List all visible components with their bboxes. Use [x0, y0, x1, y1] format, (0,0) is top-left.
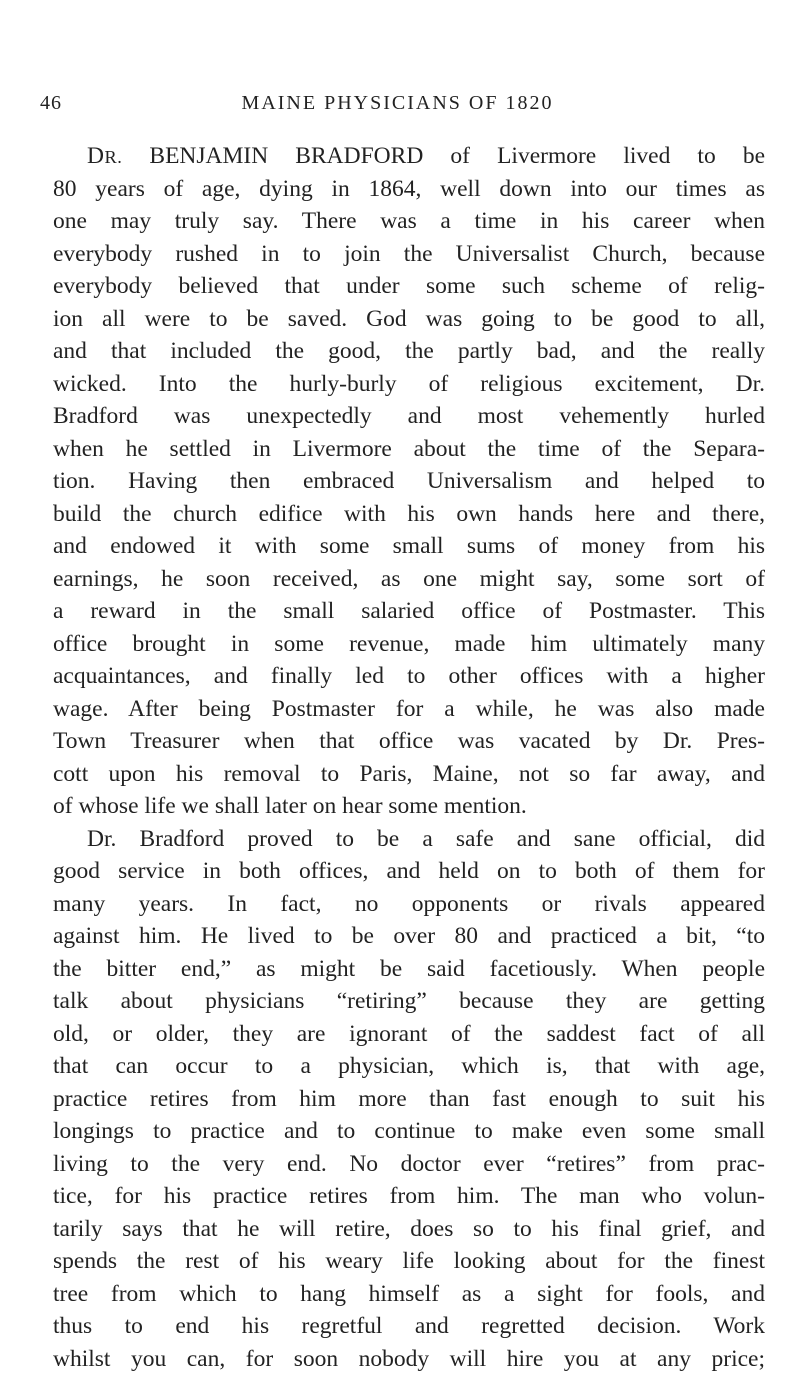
text-line: the bitter end,” as might be said facetiously. When people — [53, 953, 765, 986]
text-line: Dr. Bradford proved to be a safe and sane official, did — [53, 823, 765, 856]
page-number: 46 — [40, 92, 62, 115]
text-line: ion all were to be saved. God was going to be good to all, — [53, 303, 765, 336]
text-line: that can occur to a physician, which is, that with age, — [53, 1050, 765, 1083]
paragraph — [53, 823, 765, 1375]
text-line: cott upon his removal to Paris, Maine, not so far away, and — [53, 758, 765, 791]
text-line: living to the very end. No doctor ever “retires” from prac- — [53, 1148, 765, 1181]
text-line: talk about physicians “retiring” because they are getting — [53, 985, 765, 1018]
text-line: one may truly say. There was a time in his career when — [53, 205, 765, 238]
text-line: good service in both offices, and held on to both of them for — [53, 855, 765, 888]
text-line: of whose life we shall later on hear some mention. — [53, 790, 765, 823]
text-line: a reward in the small salaried office of Postmaster. This — [53, 595, 765, 628]
text-line: and that included the good, the partly bad, and the really — [53, 335, 765, 368]
body-text — [53, 140, 765, 1375]
running-title: MAINE PHYSICIANS OF 1820 — [40, 92, 755, 115]
text-line: everybody rushed in to join the Universalist Church, because — [53, 238, 765, 271]
text-line: against him. He lived to be over 80 and practiced a bit, “to — [53, 920, 765, 953]
text-line: when he settled in Livermore about the time of the Separa- — [53, 433, 765, 466]
text-line: many years. In fact, no opponents or rivals appeared — [53, 888, 765, 921]
text-line: Town Treasurer when that office was vacated by Dr. Pres- — [53, 725, 765, 758]
text-line: office brought in some revenue, made him ultimately many — [53, 628, 765, 661]
text-line: tree from which to hang himself as a sight for fools, and — [53, 1278, 765, 1311]
text-line: wicked. Into the hurly-burly of religious excitement, Dr. — [53, 368, 765, 401]
text-line: whilst you can, for soon nobody will hire you at any price; — [53, 1343, 765, 1375]
text-line: earnings, he soon received, as one might say, some sort of — [53, 563, 765, 596]
lead-title: DR. — [87, 143, 122, 169]
text-line: everybody believed that under some such scheme of relig- — [53, 270, 765, 303]
running-head — [40, 92, 755, 122]
text-line: DR. BENJAMIN BRADFORD of Livermore lived to be — [53, 140, 765, 173]
text-line: tice, for his practice retires from him. The man who volun- — [53, 1180, 765, 1213]
text-line: Bradford was unexpectedly and most vehemently hurled — [53, 400, 765, 433]
text-line: acquaintances, and finally led to other offices with a higher — [53, 660, 765, 693]
text-line: longings to practice and to continue to make even some small — [53, 1115, 765, 1148]
text-line: tarily says that he will retire, does so to his final grief, and — [53, 1213, 765, 1246]
paragraph — [53, 140, 765, 823]
text-line: and endowed it with some small sums of money from his — [53, 530, 765, 563]
text-line: spends the rest of his weary life looking about for the finest — [53, 1245, 765, 1278]
text-line: practice retires from him more than fast enough to suit his — [53, 1083, 765, 1116]
text-line: thus to end his regretful and regretted decision. Work — [53, 1310, 765, 1343]
text-line: old, or older, they are ignorant of the saddest fact of all — [53, 1018, 765, 1051]
text-line: tion. Having then embraced Universalism and helped to — [53, 465, 765, 498]
text-line: build the church edifice with his own hands here and there, — [53, 498, 765, 531]
text-line: 80 years of age, dying in 1864, well down into our times as — [53, 173, 765, 206]
text-line: wage. After being Postmaster for a while, he was also made — [53, 693, 765, 726]
